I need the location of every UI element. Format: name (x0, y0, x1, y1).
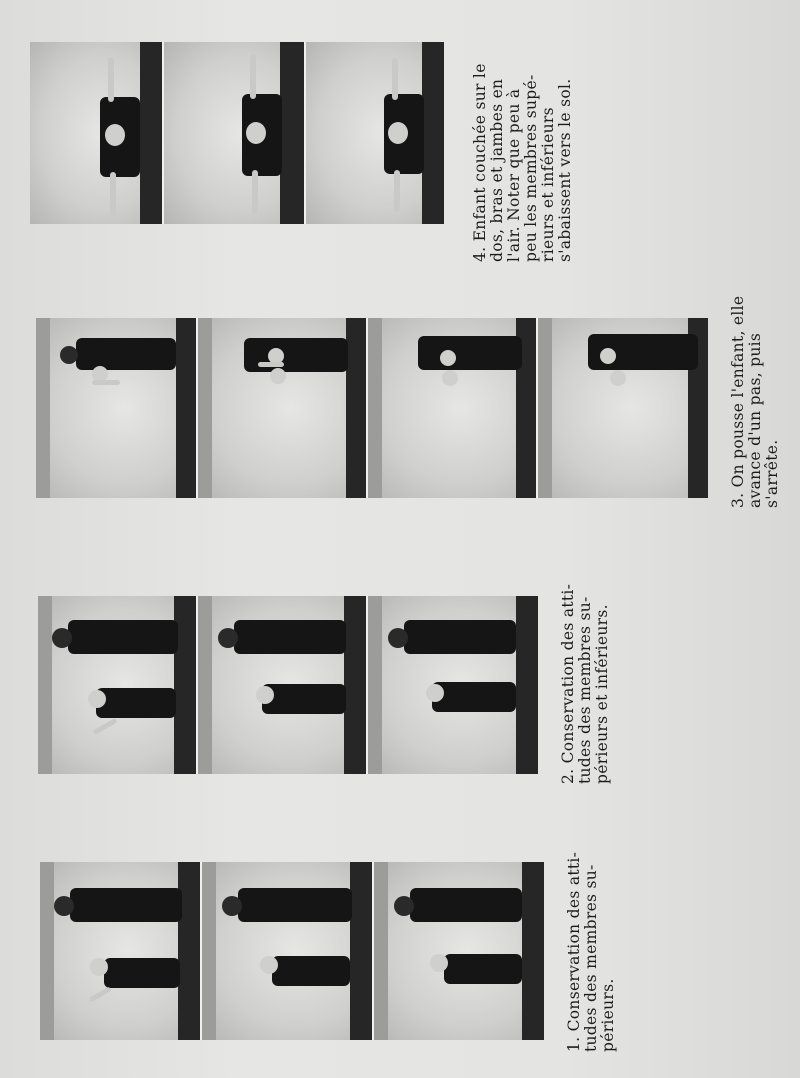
caption-line: s'abaissent vers le sol. (556, 78, 574, 262)
caption-line: tudes des membres su- (576, 596, 594, 784)
caption-line: l'air. Noter que peu à (505, 88, 523, 262)
photo-frame (164, 42, 306, 224)
photo-frame (306, 42, 444, 224)
photo-frame (198, 596, 368, 774)
caption-line: périeurs et inférieurs. (593, 604, 611, 784)
caption-line: peu les membres supé- (522, 74, 540, 262)
photo-frame (368, 318, 538, 498)
photo-frame (40, 862, 202, 1040)
caption-4 (472, 63, 574, 262)
caption-line: tudes des membres su- (582, 864, 600, 1052)
caption-line: périeurs. (599, 978, 617, 1052)
photo-frame (36, 318, 198, 498)
caption-line: dos, bras et jambes en (488, 78, 506, 262)
caption-line: avance d'un pas, puis (746, 332, 764, 508)
caption-2 (560, 584, 611, 784)
photo-frame (374, 862, 544, 1040)
photo-strip-2 (38, 596, 538, 774)
photo-frame (30, 42, 164, 224)
photo-frame (38, 596, 198, 774)
caption-3 (730, 296, 781, 508)
photo-strip-3 (36, 318, 708, 498)
caption-1 (566, 852, 617, 1052)
caption-line: 2. Conservation des atti- (559, 583, 577, 784)
caption-line: rieurs et inférieurs (539, 107, 557, 262)
caption-line: 1. Conservation des atti- (565, 851, 583, 1052)
photo-frame (368, 596, 538, 774)
caption-line: 3. On pousse l'enfant, elle (729, 295, 747, 508)
caption-line: 4. Enfant couchée sur le (471, 63, 489, 262)
photo-strip-4 (30, 42, 444, 224)
caption-line: s'arrête. (763, 439, 781, 508)
photo-frame (198, 318, 368, 498)
photo-strip-1 (40, 862, 544, 1040)
photo-frame (538, 318, 708, 498)
photo-frame (202, 862, 374, 1040)
